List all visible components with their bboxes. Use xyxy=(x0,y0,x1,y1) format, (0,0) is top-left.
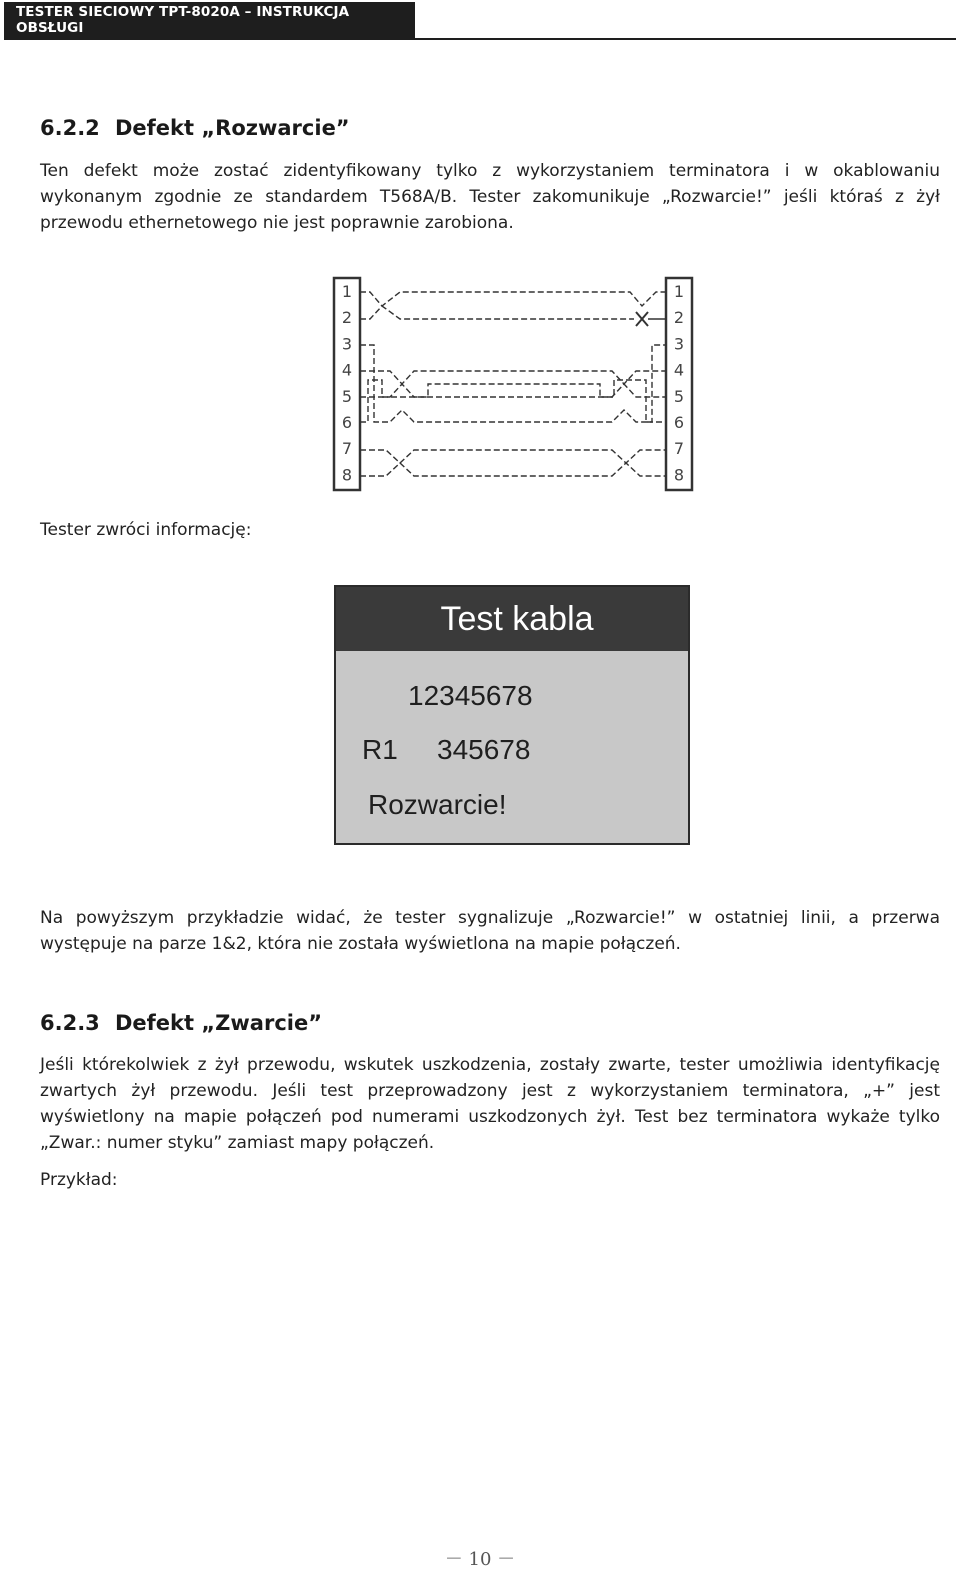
lcd-row-value: 345678 xyxy=(437,734,531,765)
left-pin-label: 2 xyxy=(341,308,353,328)
right-pin-label: 7 xyxy=(673,439,685,459)
document-header xyxy=(4,2,415,38)
wire-6 xyxy=(360,380,666,422)
wire-7 xyxy=(360,450,666,463)
wire-3 xyxy=(360,345,666,422)
lcd-pin-map: 12345678 xyxy=(408,680,533,711)
right-pin-label: 8 xyxy=(673,465,685,485)
right-pin-label: 1 xyxy=(673,282,685,301)
section-title: Defekt „Rozwarcie” xyxy=(115,116,350,140)
lcd-screen xyxy=(334,585,690,845)
wire-5 xyxy=(360,384,666,397)
left-pin-label: 1 xyxy=(341,282,353,301)
break-x-icon xyxy=(636,312,648,326)
section-paragraph-rozwarcie: Ten defekt może zostać zidentyfikowany tylko z wykorzystaniem terminatora i w okablowaniu wykonanym zgodnie ze standardem T568A/B. Tester zakomunikuje „Rozwarcie!” jeśli któraś z żył przewodu ethernetowego nie jest poprawnie zarobiona. xyxy=(40,161,940,233)
document-header-title: TESTER SIECIOWY TPT-8020A – INSTRUKCJA OBSŁUGI xyxy=(16,4,350,36)
right-pin-label: 6 xyxy=(673,413,685,432)
header-rule xyxy=(4,38,956,40)
section-number: 6.2.3 xyxy=(40,1011,100,1035)
page-number: － 10 － xyxy=(444,1549,516,1570)
lcd-title: Test kabla xyxy=(336,587,688,651)
wire-2 xyxy=(360,306,634,319)
section-title: Defekt „Zwarcie” xyxy=(115,1011,323,1035)
wiring-diagram xyxy=(330,272,700,494)
lcd-status: Rozwarcie! xyxy=(368,789,507,820)
lcd-row-label: R1 xyxy=(362,734,398,765)
right-pin-label: 5 xyxy=(673,386,685,406)
section-number: 6.2.2 xyxy=(40,116,100,140)
right-pin-label: 4 xyxy=(673,360,685,380)
wire-1 xyxy=(360,292,666,306)
left-pin-label: 7 xyxy=(341,439,353,459)
wire-4 xyxy=(360,371,666,384)
left-pin-label: 3 xyxy=(341,334,353,354)
left-pin-label: 6 xyxy=(341,413,353,432)
explanation-paragraph: Na powyższym przykładzie widać, że tester sygnalizuje „Rozwarcie!” w ostatniej linii, a przerwa występuje na parze 1&2, która nie została wyświetlona na mapie połączeń. xyxy=(40,908,940,954)
left-pin-label: 4 xyxy=(341,360,353,380)
wire-8 xyxy=(360,463,666,476)
example-label: Przykład: xyxy=(40,1170,118,1190)
right-pin-label: 3 xyxy=(673,334,685,354)
left-pin-label: 5 xyxy=(341,386,353,406)
right-pin-label: 2 xyxy=(673,308,685,328)
tester-returns-label: Tester zwróci informację: xyxy=(40,520,252,540)
left-pin-label: 8 xyxy=(341,465,353,485)
section-paragraph-zwarcie: Jeśli którekolwiek z żył przewodu, wskutek uszkodzenia, zostały zwarte, tester umożliwia identyfikację zwartych żył przewodu. Jeśli test przeprowadzony jest z wykorzystaniem terminatora, „+” jest wyświetlony na mapie połączeń pod numerami uszkodzonych żył. Test bez terminatora wykaże tylko „Zwar.: numer styku” zamiast mapy połączeń. xyxy=(40,1055,940,1153)
section-heading-rozwarcie xyxy=(40,116,350,140)
section-heading-zwarcie xyxy=(40,1011,322,1035)
